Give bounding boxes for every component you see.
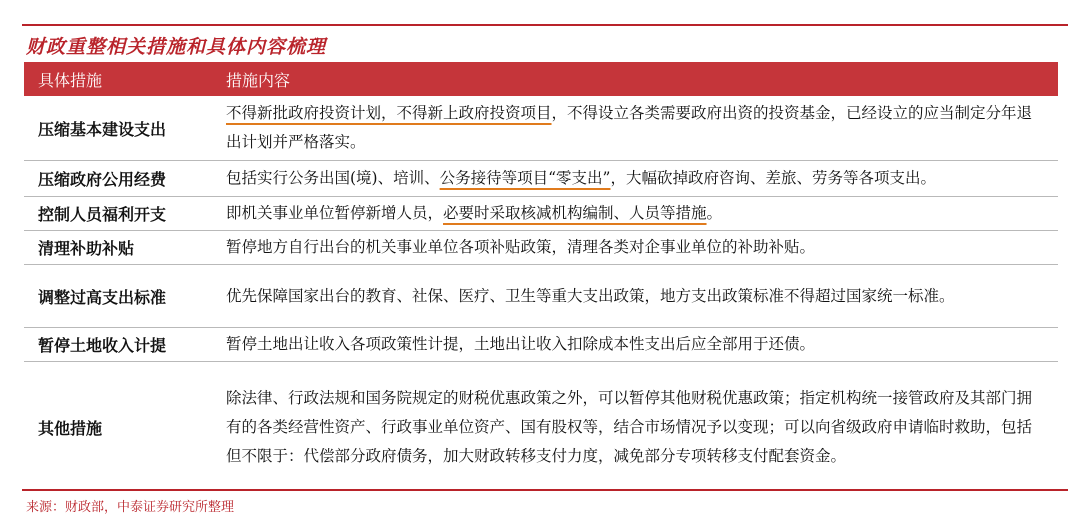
content-segment: 不得新批政府投资计划，不得新上政府投资项目 bbox=[226, 104, 552, 122]
content-segment: 包括实行公务出国(境)、培训、 bbox=[226, 169, 440, 187]
row-content bbox=[214, 95, 1058, 161]
row-content bbox=[214, 326, 1058, 363]
row-content bbox=[214, 229, 1058, 266]
row-measure: 控制人员福利开支 bbox=[38, 205, 167, 224]
row-content bbox=[214, 195, 1058, 232]
bottom-divider bbox=[22, 489, 1068, 491]
row-content bbox=[214, 380, 1058, 475]
content-segment: 必要时采取核减机构编制、人员等措施 bbox=[443, 204, 707, 222]
table-header bbox=[24, 62, 1058, 96]
top-divider bbox=[22, 24, 1068, 26]
content-segment: 优先保障国家出台的教育、社保、医疗、卫生等重大支出政策，地方支出政策标准不得超过国家统一标准。 bbox=[226, 286, 955, 305]
row-measure: 调整过高支出标准 bbox=[38, 287, 167, 307]
table-row bbox=[24, 231, 1058, 265]
row-content bbox=[214, 160, 1058, 197]
header-content: 措施内容 bbox=[226, 70, 291, 90]
content-segment: 即机关事业单位暂停新增人员， bbox=[226, 204, 444, 222]
table-row bbox=[24, 96, 1058, 161]
content-segment: 暂停地方自行出台的机关事业单位各项补贴政策，清理各类对企事业单位的补助补贴。 bbox=[226, 238, 816, 256]
table-row bbox=[24, 362, 1058, 492]
row-measure: 压缩政府公用经费 bbox=[38, 170, 167, 189]
content-segment: ，大幅砍掉政府咨询、差旅、劳务等各项支出。 bbox=[610, 169, 936, 187]
row-measure: 压缩基本建设支出 bbox=[38, 119, 167, 139]
header-measure: 具体措施 bbox=[38, 70, 103, 90]
content-segment: ，不得设立各类需要政府出资的投资基金，已经设立的应当制定分年退出计划并严格落实。 bbox=[226, 104, 1033, 151]
row-measure: 其他措施 bbox=[38, 418, 103, 438]
content-segment: 暂停土地出让收入各项政策性计提，土地出让收入扣除成本性支出后应全部用于还债。 bbox=[226, 335, 816, 353]
row-content bbox=[214, 278, 1058, 315]
content-segment: 公务接待等项目“零支出” bbox=[439, 169, 611, 187]
table-row bbox=[24, 197, 1058, 231]
table-row bbox=[24, 328, 1058, 362]
source-note: 来源：财政部，中泰证券研究所整理 bbox=[26, 500, 235, 515]
content-segment: 除法律、行政法规和国务院规定的财税优惠政策之外，可以暂停其他财税优惠政策；指定机构统一接管政府及其部门拥有的各类经营性资产、行政事业单位资产、国有股权等，结合市场情况予以变现；可以向省级政府申请临时救助，包括但不限于：代偿部分政府债务，加大财政转移支付力度，减免部分专项转移支付配套资金。 bbox=[226, 388, 1033, 465]
content-segment: 。 bbox=[706, 204, 723, 222]
row-measure: 暂停土地收入计提 bbox=[38, 336, 167, 355]
table-row bbox=[24, 265, 1058, 328]
measures-table bbox=[24, 62, 1058, 492]
row-measure: 清理补助补贴 bbox=[38, 239, 135, 258]
table-title: 财政重整相关措施和具体内容梳理 bbox=[26, 36, 327, 58]
table-row bbox=[24, 161, 1058, 197]
